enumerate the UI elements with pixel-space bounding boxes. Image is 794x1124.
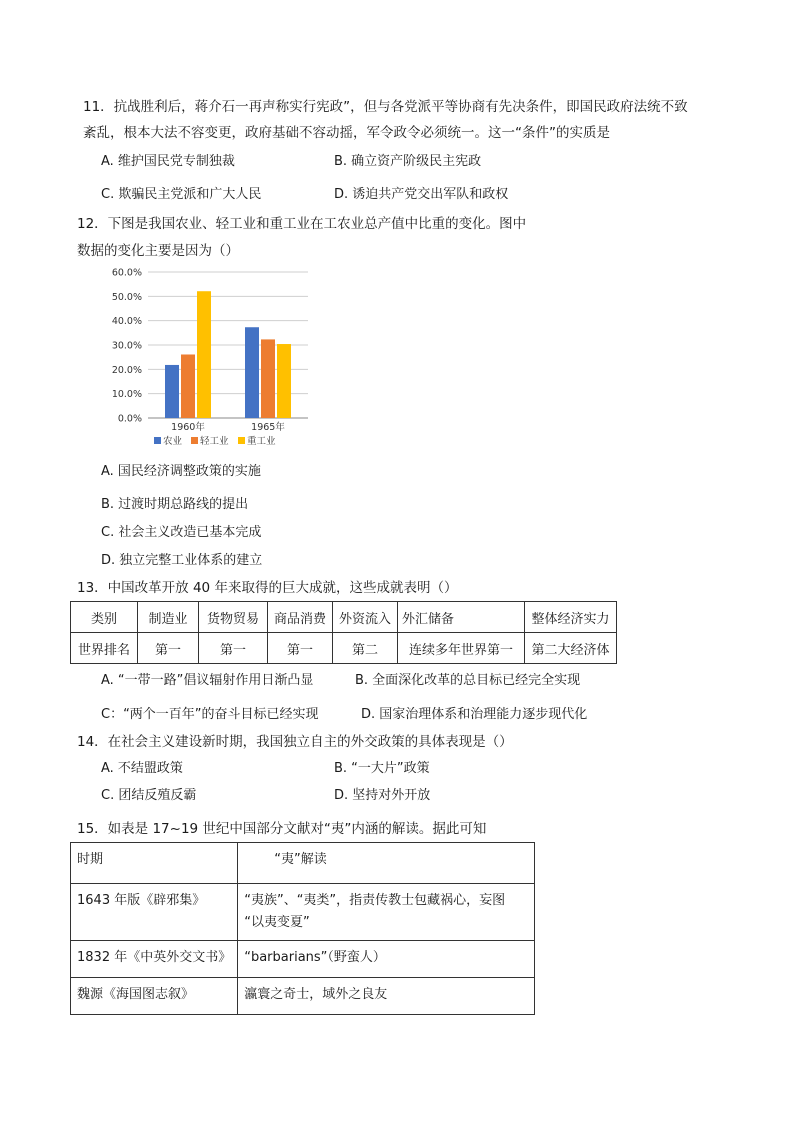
q11-stem-line2: 紊乱，根本大法不容变更，政府基础不容动摇，军令政令必须统一。这一“条件”的实质是 xyxy=(83,125,610,141)
y-tick-label: 60.0% xyxy=(111,267,142,279)
legend-label: 农业 xyxy=(163,436,183,447)
table-cell: 货物贸易 xyxy=(199,602,268,633)
table-cell: 商品消费 xyxy=(268,602,333,633)
q12-option-b[interactable]: B. 过渡时期总路线的提出 xyxy=(101,497,249,512)
table-cell: 1643 年版《辟邪集》 xyxy=(71,884,238,941)
q13-option-a[interactable]: A. “一带一路”倡议辐射作用日渐凸显 xyxy=(101,673,314,688)
y-tick-label: 40.0% xyxy=(111,316,142,328)
bar-重工业 xyxy=(277,344,291,418)
table-cell: 第一 xyxy=(199,633,268,664)
table-cell: 外资流入 xyxy=(333,602,398,633)
y-tick-label: 50.0% xyxy=(111,291,142,303)
q12-option-c[interactable]: C. 社会主义改造已基本完成 xyxy=(101,525,262,540)
bar-农业 xyxy=(165,365,179,418)
q12-stem-line1: 12．下图是我国农业、轻工业和重工业在工农业总产值中比重的变化。图中 xyxy=(77,216,527,232)
y-tick-label: 0.0% xyxy=(117,413,142,425)
table-cell: 时期 xyxy=(71,843,238,884)
legend-label: 轻工业 xyxy=(200,436,229,447)
x-tick-label: 1960年 xyxy=(171,422,205,433)
q12-option-d[interactable]: D. 独立完整工业体系的建立 xyxy=(101,553,263,568)
table-cell: 类别 xyxy=(71,602,138,633)
table-cell: 世界排名 xyxy=(71,633,138,664)
table-cell: “barbarians”（野蛮人） xyxy=(238,941,535,978)
table-row xyxy=(71,978,535,1015)
table-row xyxy=(71,941,535,978)
q13-option-d[interactable]: D. 国家治理体系和治理能力逐步现代化 xyxy=(361,707,588,722)
q14-option-c[interactable]: C. 团结反殖反霸 xyxy=(101,788,197,803)
q15-yi-interpretation-table xyxy=(70,842,535,1015)
legend-label: 重工业 xyxy=(247,436,276,447)
bar-轻工业 xyxy=(261,339,275,418)
q13-stem: 13．中国改革开放 40 年来取得的巨大成就，这些成就表明（） xyxy=(77,580,458,596)
table-cell: 外汇储备 xyxy=(398,602,525,633)
legend-swatch-农业 xyxy=(154,437,161,444)
table-cell: 第二大经济体 xyxy=(525,633,617,664)
x-tick-label: 1965年 xyxy=(251,422,285,433)
q11-option-a[interactable]: A. 维护国民党专制独裁 xyxy=(101,154,235,169)
table-cell: 1832 年《中英外交文书》 xyxy=(71,941,238,978)
q11-option-d[interactable]: D. 诱迫共产党交出军队和政权 xyxy=(334,187,509,202)
q14-option-b[interactable]: B. “一大片”政策 xyxy=(334,761,430,776)
table-cell: 制造业 xyxy=(138,602,199,633)
bar-轻工业 xyxy=(181,354,195,418)
y-tick-label: 10.0% xyxy=(111,389,142,401)
table-row xyxy=(71,633,617,664)
table-cell: 第一 xyxy=(268,633,333,664)
table-cell: 第二 xyxy=(333,633,398,664)
q11-stem-line1: 11．抗战胜利后，蒋介石一再声称实行宪政”，但与各党派平等协商有先决条件，即国民政府法统不致 xyxy=(83,99,688,115)
q12-stem-line2: 数据的变化主要是因为（） xyxy=(77,243,239,259)
q13-ranking-table xyxy=(70,601,617,664)
bar-农业 xyxy=(245,327,259,418)
q13-option-b[interactable]: B. 全面深化改革的总目标已经完全实现 xyxy=(355,673,581,688)
table-header-row xyxy=(71,843,535,884)
cell-line: “以夷变夏” xyxy=(244,915,310,930)
table-cell: 第一 xyxy=(138,633,199,664)
table-cell: “夷”解读 xyxy=(238,843,535,884)
q13-option-c[interactable]: C：“两个一百年”的奋斗目标已经实现 xyxy=(101,707,319,722)
cell-line: “夷族”、“夷类”，指责传教士包藏祸心，妄图 xyxy=(244,893,506,908)
q12-option-a[interactable]: A. 国民经济调整政策的实施 xyxy=(101,464,261,479)
legend-swatch-轻工业 xyxy=(191,437,198,444)
table-row xyxy=(71,884,535,941)
table-cell xyxy=(238,884,535,941)
industry-share-bar-chart xyxy=(100,262,320,452)
legend-swatch-重工业 xyxy=(238,437,245,444)
q14-option-d[interactable]: D. 坚持对外开放 xyxy=(334,788,431,803)
table-cell: 连续多年世界第一 xyxy=(398,633,525,664)
y-tick-label: 30.0% xyxy=(111,340,142,352)
table-cell: 魏源《海国图志叙》 xyxy=(71,978,238,1015)
table-header-row xyxy=(71,602,617,633)
table-cell: 瀛寰之奇士，域外之良友 xyxy=(238,978,535,1015)
y-tick-label: 20.0% xyxy=(111,364,142,376)
q15-stem: 15．如表是 17~19 世纪中国部分文献对“夷”内涵的解读。据此可知 xyxy=(77,821,487,837)
bar-重工业 xyxy=(197,291,211,418)
table-cell: 整体经济实力 xyxy=(525,602,617,633)
q11-option-c[interactable]: C. 欺骗民主党派和广大人民 xyxy=(101,187,262,202)
q14-option-a[interactable]: A. 不结盟政策 xyxy=(101,761,183,776)
q14-stem: 14．在社会主义建设新时期，我国独立自主的外交政策的具体表现是（） xyxy=(77,734,513,750)
q11-option-b[interactable]: B. 确立资产阶级民主宪政 xyxy=(334,154,482,169)
